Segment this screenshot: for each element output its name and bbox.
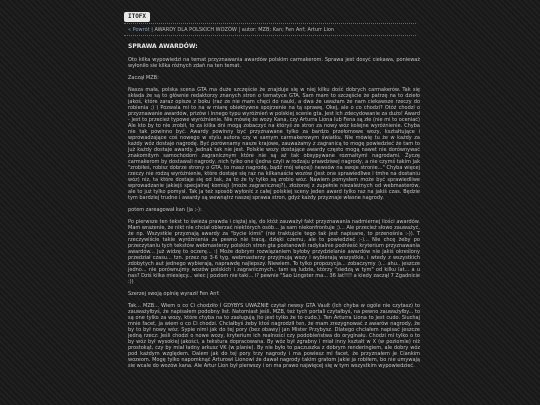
article-paragraph: Szerzej swoją opinię wyraził Fen Anf: xyxy=(128,291,220,297)
article-paragraph: Zaczął MZB: xyxy=(128,75,159,81)
breadcrumb-separator: | xyxy=(238,27,241,33)
site-logo-text: ITOFX xyxy=(127,13,147,20)
breadcrumb-topic: AWARDY DLA POLSKICH WOZÓW xyxy=(154,27,237,33)
page-column xyxy=(120,0,420,405)
article-heading: SPRAWA AWARDÓW: xyxy=(128,43,198,50)
article-paragraph: Nasza mała, polska scena GTA ma duże szczęście że znajduje się w niej kilku dość dobrych carmakerów. Tak się składa że są to głównie redaktorzy znanych stron o tematyce GTA. Sam mam to szczęście że patrzę na to dzieło jakoś, które zaraz opisze z boku (raz ze nie mam chęci do nauki, a dwa że uważam że nam ciekawsze rzeczy do robienia ;) ) Pozwala mi to na w miarę obiektywne spojrzenie na tą sprawę. Okej, ale o co chodzi? Otóż chodzi o przyznawanie awardów, prizów i innego typu wyróżnień w polskiej scenie gta. Jest ich zdecydowanie za dużo! Award - jest to przecież typowe wyróżnienie. Nie mówię że wozy Kana, czy Arturra Liona lub Fena są złe (nie mi to oceniać) Ale kto by to nie zrobił, to za kilka dni mogą zobaczyć na któryś ze stron za nowy wóz kolejne wyróżnienie. Chyba nie tak powinno być. Awardy powinny być przyznawane tylko za bardzo przełomowe wozy, kształtujące i wprowadzające coś nowego w stylu autora czy w samym carmakerowym światku. Nie mówię tu że w każdy za każdy wóz dostaje nagrodę. Być porównamy nasze krajowe, zauważamy z zagranicą to mogę powiedzieć że tam to już każdy dostaje awardy. Jednak tak nie jest. Polskie wozy dostające awardy często mogą nawet nie dorównywać znakomitym samochodom zagranicznym które nie są aż tak obsypywane rozmaitymi nagrodami. Życzę carmakerom by dostawali nagrody, nich tylko one (jedna czyli w rodzaju prawdziwej nagrody, a nie czymś takim jak "zrobiłeś, robisz dobrze strony o GTA, to masz nagrodę, bądź mój więcej) newsów na swoje stronie..." Chyba więcej rzeczy nie rodzą wyróżnienie, które dostaje się raz na kilkanaście wozów (jest one sprawiedliwe i tmhe na dostaniu wóz) niz, ta które dostaje się od tak, za to że ty tylko są zrobio wóz. Nawiem pomysłem może być sprawiedliwe wprowadzanie jakiejś specjalnej komisji (może zagranicznej?), złożonej z zupełnie niezależnych od webmasterów, ale to już tylko pomysł. Tak ja też sposób wyłonić z całej polskiej sceny jeden award tylko raz na jakiś czas. Będzie tym bardziej trudne i awardy są wewnątrz naszej sprawa stron, gdyż każdy przyznaje własne nagrody. xyxy=(128,87,420,201)
breadcrumb-author: autor: MZB; Kan; Fen Anf; Arturr Lion xyxy=(241,27,335,33)
divider-bottom xyxy=(124,35,416,36)
article xyxy=(128,43,420,375)
breadcrumb-separator: | xyxy=(151,27,153,33)
divider-top xyxy=(124,23,416,24)
article-paragraph: Oto kilka wypowiedzi na temat przyznawania awardów polskim carmakerom. Sprawa jest dosyć ciekawa, ponieważ wyłoniło sie kilka różnych zdań na ten temat. xyxy=(128,57,420,69)
article-paragraph: potem zareagował kan (ja ;-): xyxy=(128,207,202,213)
article-paragraph: Tak... MZB... Wiem o co Ci chodziło I GDYBYS UWAŻNIE czytał newsy GTA Vault (Ich chyba w ogóle nie czytasz) to zauważyłbyś, że napisałem podobny list. Natomiast jeśli, MZB, też tych portali czytałbyś, na pewno zauważyłby... to są one tylko za wozy, które chyba na to zasługują (to jest tylko że to cudo.). Ten Arturra Liona to jest cudo. Siuchaj mnie facet, ja wiem o co Ci chodzi. Chciałbyś żeby ktoś nagrodził ten, że mam zrezygnować z awarów nagrody, że by to był nowy wóz. Sypie nimi jak do tej pory (bez obawy) jan Mister Przybysz. Dlatego chciałem napisać jeszcze jedną rzecz: Jeśli chodzi o nowe wozy, kryterium ich realności czy podobieństwa do oryginału. Chodzi mi tylko o to by wóz był wysokiej jakości, a tekstura dopracowana. By wóz był zgrabny i miał inny kształt w X (w poziomie) niż prostokąt, czy by miał ładny arkusz VK (w planie). By nie było to paczuszka z dobrym renderingiem, ale dobry wóz pod każdym względem. Dalem jak do tej pory trzy nagrody i ma powiesz mi facet, że przyznałem je Clankim wozeom. Mogę tylko napomknąć Arturowi Lionowi że dawał nagrody takim gratom jakie ja robiłem, bo nie umywają sie wcale do wozów kana. Ale Artur Lion był pierwszy i on ma prawo najwięcej się w tym wszystkim wypowiedzieć. xyxy=(128,303,420,369)
site-logo[interactable] xyxy=(124,12,150,22)
back-link[interactable]: « Powrót xyxy=(128,27,150,33)
article-paragraph: Po pierwsze ten tekst to świeża prawda i ciężaj się, do któż zauważył fakt przyznawania nadmiernej ilości awardów. Mam wrażenie, że nikt nie chciał obierzać niektórych osób... ja sam niekonfrontuje ;)... Ale przecież słowo zauważyć, że np. Wszystkie przyznają awardy za "bycie kimś" (nie traktujcie tego tak jest napisane, to przenośnia :-)). T rzeczywiście takie wyróżnienia za pewno nie tracą, dzięki czemu, ale to powiedzieć :-)... Nie chcę żeby po przeczytaniu tych tekstów webmasterzy polskich stron gta postanowili radykalnie podnieść kryterium przyznawania awardów... już widzę to oczerę... :) Może dobrym rozwiązaniem byłoby przydzielanie awardów nie jakiś określony przedział czasu... tzn. przez np 3-6 tyg. webmasterzy przyjmują wozy i wybierają wszystkie, i wtedy z wszystkich zdobytych aut jednego wybierają, naprawdę najlepszy. Niewiem. To tylko propozycja... zobaczymy :)... ahu.. jeszcze jedno... nie porównujmy wozów polskich i zagranicznych.. tam są ludzie, którzy "siedzą w tym" od kilku lat... a u nas? Dziś kilka miesięcy... wiec j poziom nie taki... i? pewnie "Sao Lingster ma... 36 lat!!!! a kiedy zaczął 7 Zgadnicie :)) xyxy=(128,219,420,285)
breadcrumb xyxy=(128,27,418,33)
